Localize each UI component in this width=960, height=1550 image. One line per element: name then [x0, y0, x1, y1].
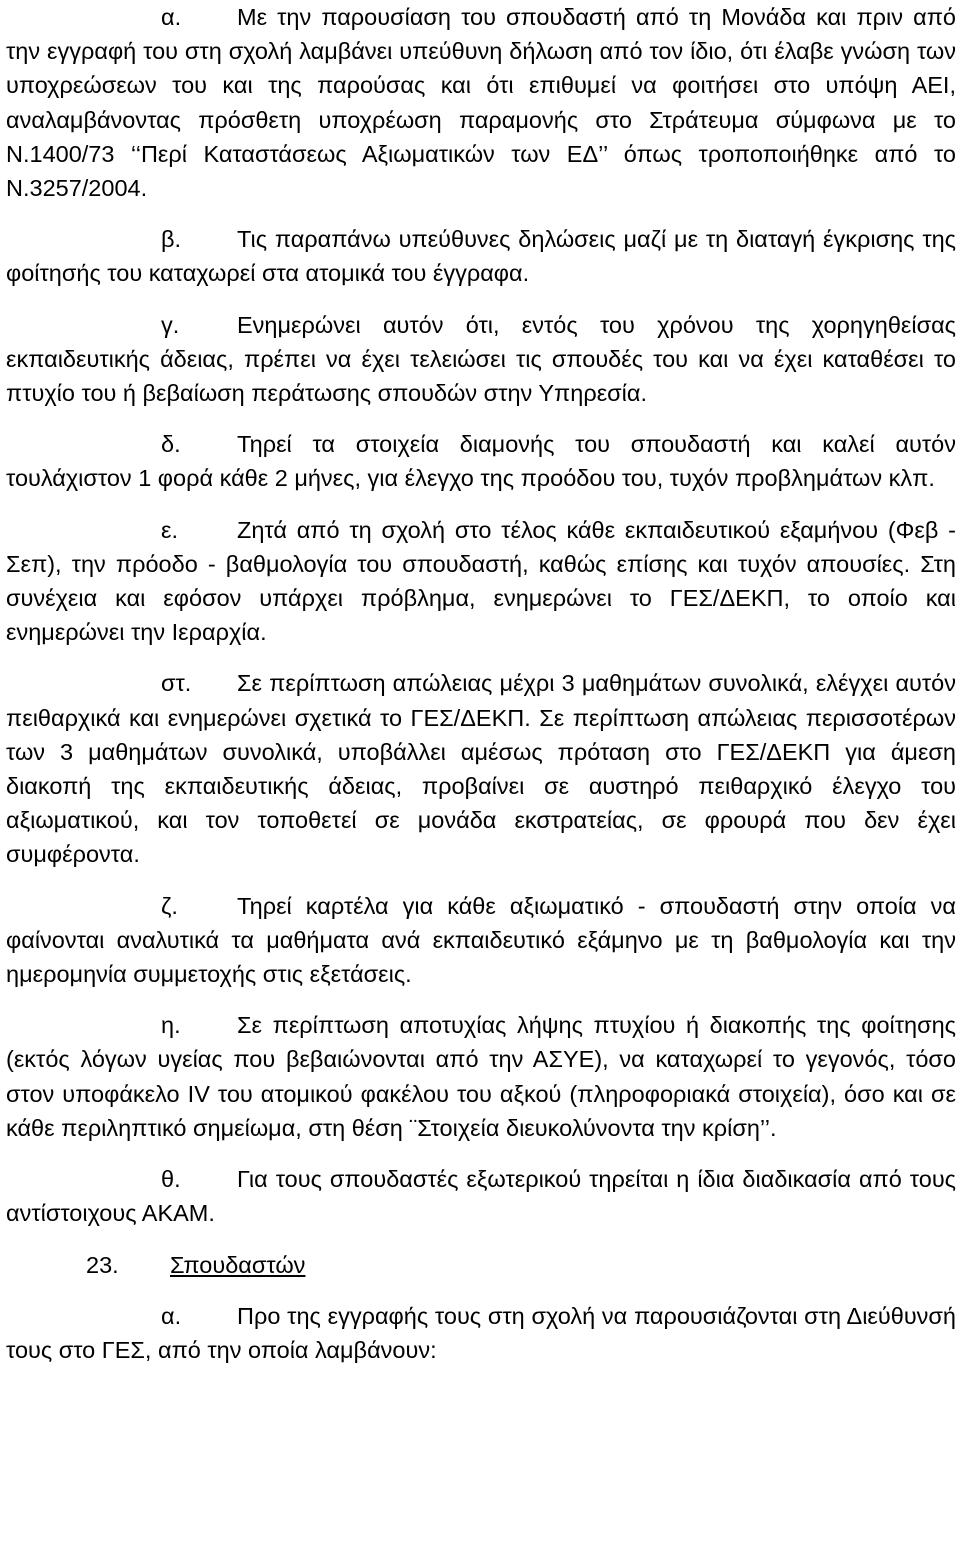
paragraph-label: θ.	[161, 1166, 181, 1193]
paragraph-text: Τις παραπάνω υπεύθυνες δηλώσεις μαζί με τη διαταγή έγκρισης της φοίτησής του καταχωρεί στα ατομικά του έγγραφα.	[6, 226, 956, 287]
paragraph-th	[6, 1162, 956, 1230]
paragraph-c	[6, 308, 956, 411]
paragraph-label: γ.	[161, 311, 180, 338]
paragraph-h	[6, 1008, 956, 1145]
paragraph-z	[6, 889, 956, 992]
paragraph-label: η.	[161, 1012, 181, 1039]
paragraph-text: Ενημερώνει αυτόν ότι, εντός του χρόνου της χορηγηθείσας εκπαιδευτικής άδειας, πρέπει να έχει τελειώσει τις σπουδές του και να έχει καταθέσει το πτυχίο του ή βεβαίωση περάτωσης σπουδών στην Υπηρεσία.	[6, 311, 956, 407]
paragraph-text: Με την παρουσίαση του σπουδαστή από τη Μονάδα και πριν από την εγγραφή του στη σχολή λαμβάνει υπεύθυνη δήλωση από τον ίδιο, ότι έλαβε γνώση των υποχρεώσεων του και της παρούσας και ότι επιθυμεί να φοιτήσει στο υπόψη ΑΕΙ, αναλαμβάνοντας πρόσθετη υποχρέωση παραμονής στο Στράτευμα σύμφωνα με το Ν.1400/73 ‘‘Περί Καταστάσεως Αξιωματικών των ΕΔ’’ όπως τροποποιήθηκε από το Ν.3257/2004.	[6, 4, 956, 202]
paragraph-text: Τηρεί τα στοιχεία διαμονής του σπουδαστή και καλεί αυτόν τουλάχιστον 1 φορά κάθε 2 μήνες, για έλεγχο της προόδου του, τυχόν προβλημάτων κλπ.	[6, 431, 956, 492]
paragraph-text: Ζητά από τη σχολή στο τέλος κάθε εκπαιδευτικού εξαμήνου (Φεβ - Σεπ), την πρόοδο - βαθμολογία του σπουδαστή, καθώς επίσης και τυχόν απουσίες. Στη συνέχεια και εφόσον υπάρχει πρόβλημα, ενημερώνει το ΓΕΣ/ΔΕΚΠ, το οποίο και ενημερώνει την Ιεραρχία.	[6, 516, 956, 646]
paragraph-text: Για τους σπουδαστές εξωτερικού τηρείται η ίδια διαδικασία από τους αντίστοιχους ΑΚΑΜ.	[6, 1166, 956, 1227]
paragraph-a	[6, 0, 956, 205]
paragraph-final-a	[6, 1299, 956, 1367]
paragraph-label: α.	[161, 4, 182, 30]
section-number: 23.	[86, 1251, 119, 1278]
paragraph-label: στ.	[161, 670, 192, 697]
paragraph-text: Σε περίπτωση αποτυχίας λήψης πτυχίου ή διακοπής της φοίτησης (εκτός λόγων υγείας που βεβαιώνονται από την ΑΣΥΕ), να καταχωρεί το γεγονός, τόσο στον υποφάκελο ΙV του ατομικού φακέλου του αξκού (πληροφοριακά στοιχεία), όσο και σε κάθε περιληπτικό σημείωμα, στη θέση ¨Στοιχεία διευκολύνοντα την κρίση’’.	[6, 1012, 956, 1141]
paragraph-label: α.	[161, 1302, 182, 1329]
paragraph-text: Προ της εγγραφής τους στη σχολή να παρουσιάζονται στη Διεύθυνσή τους στο ΓΕΣ, από την οποία λαμβάνουν:	[6, 1302, 956, 1363]
paragraph-label: δ.	[161, 431, 181, 458]
paragraph-b	[6, 222, 956, 290]
document-page	[6, 0, 956, 1367]
section-title: Σπουδαστών	[170, 1251, 306, 1278]
paragraph-label: ε.	[161, 516, 179, 543]
paragraph-label: β.	[161, 226, 182, 253]
paragraph-d	[6, 427, 956, 495]
paragraph-text: Σε περίπτωση απώλειας μέχρι 3 μαθημάτων συνολικά, ελέγχει αυτόν πειθαρχικά και ενημερώνει σχετικά το ΓΕΣ/ΔΕΚΠ. Σε περίπτωση απώλειας περισσοτέρων των 3 μαθημάτων συνολικά, υποβάλλει αμέσως πρόταση στο ΓΕΣ/ΔΕΚΠ για άμεση διακοπή της εκπαιδευτικής άδειας, προβαίνει σε αυστηρό πειθαρχικό έλεγχο του αξιωματικού, και τον τοποθετεί σε μονάδα εκστρατείας, σε φρουρά που δεν έχει συμφέροντα.	[6, 670, 956, 868]
paragraph-st	[6, 666, 956, 871]
paragraph-label: ζ.	[161, 892, 178, 919]
paragraph-text: Τηρεί καρτέλα για κάθε αξιωματικό - σπουδαστή στην οποία να φαίνονται αναλυτικά τα μαθήματα ανά εκπαιδευτικό εξάμηνο με τη βαθμολογία και την ημερομηνία συμμετοχής στις εξετάσεις.	[6, 892, 956, 988]
paragraph-e	[6, 513, 956, 650]
section-heading	[6, 1248, 956, 1282]
